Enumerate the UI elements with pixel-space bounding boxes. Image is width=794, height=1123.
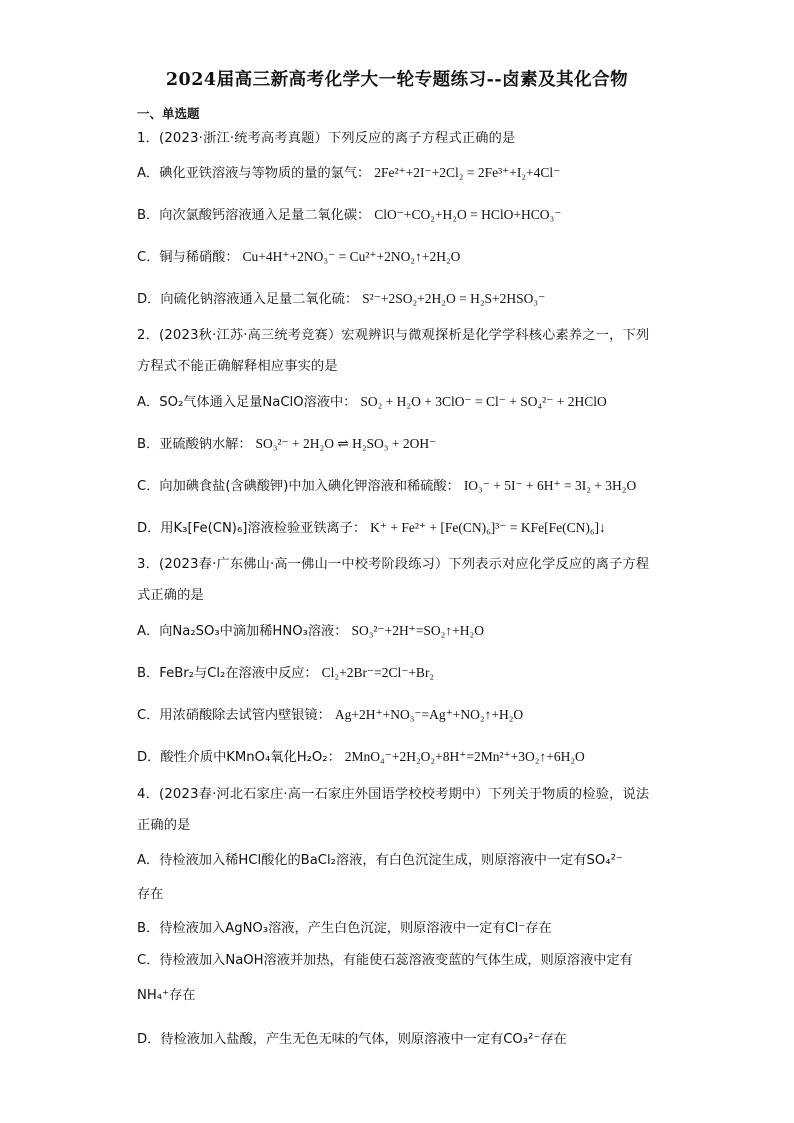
question-2-option-b	[137, 435, 436, 454]
option-label: A．向Na₂SO₃中滴加稀HNO₃溶液：	[137, 624, 348, 639]
question-2-option-a	[137, 393, 607, 412]
question-3-option-b	[137, 664, 434, 683]
question-3-option-c	[137, 706, 523, 725]
question-3-stem-line1: 3．(2023春·广东佛山·高一佛山一中校考阶段练习）下列表示对应化学反应的离子方程	[137, 557, 650, 572]
option-label: B．FeBr₂与Cl₂在溶液中反应：	[137, 666, 318, 681]
question-4-stem-line2: 正确的是	[137, 818, 191, 833]
option-formula: 2MnO₄⁻+2H₂O₂+8H⁺=2Mn²⁺+3O₂↑+6H₂O	[344, 749, 585, 764]
question-2-option-d	[137, 519, 606, 538]
option-label: C．铜与稀硝酸：	[137, 250, 239, 265]
page-title: 2024届高三新高考化学大一轮专题练习--卤素及其化合物	[165, 70, 629, 90]
question-4-option-d: D．待检液加入盐酸，产生无色无味的气体，则原溶液中一定有CO₃²⁻存在	[137, 1032, 567, 1047]
option-formula: ClO⁻+CO₂+H₂O = HClO+HCO₃⁻	[374, 207, 562, 222]
option-label: C．向加碘食盐(含碘酸钾)中加入碘化钾溶液和稀硫酸：	[137, 479, 460, 494]
option-formula: SO₂ + H₂O + 3ClO⁻ = Cl⁻ + SO₄²⁻ + 2HClO	[360, 394, 607, 409]
question-2-option-c	[137, 477, 636, 496]
option-label: D．酸性介质中KMnO₄氧化H₂O₂：	[137, 750, 341, 765]
question-1-option-d	[137, 290, 545, 309]
option-formula: SO₃²⁻+2H⁺=SO₂↑+H₂O	[351, 623, 484, 638]
option-formula: IO₃⁻ + 5I⁻ + 6H⁺ = 3I₂ + 3H₂O	[463, 478, 637, 493]
question-1-stem: 1．(2023·浙江·统考高考真题）下列反应的离子方程式正确的是	[137, 131, 516, 146]
option-formula: S²⁻+2SO₂+2H₂O = H₂S+2HSO₃⁻	[362, 291, 546, 306]
option-label: D．用K₃[Fe(CN)₆]溶液检验亚铁离子：	[137, 521, 367, 536]
question-4-option-a: A．待检液加入稀HCl酸化的BaCl₂溶液，有白色沉淀生成，则原溶液中一定有SO₄²⁻	[137, 853, 623, 868]
option-formula: Cu+4H⁺+2NO₃⁻ = Cu²⁺+2NO₂↑+2H₂O	[242, 249, 461, 264]
option-label: A．碘化亚铁溶液与等物质的量的氯气：	[137, 166, 371, 181]
question-4-option-c-cont: NH₄⁺存在	[137, 988, 196, 1003]
option-formula: 2Fe²⁺+2I⁻+2Cl₂ = 2Fe³⁺+I₂+4Cl⁻	[374, 165, 561, 180]
option-label: A．SO₂气体通入足量NaClO溶液中：	[137, 395, 357, 410]
option-label: D．向硫化钠溶液通入足量二氧化硫：	[137, 292, 359, 307]
question-4-option-b: B．待检液加入AgNO₃溶液，产生白色沉淀，则原溶液中一定有Cl⁻存在	[137, 921, 552, 936]
section-heading: 一、单选题	[137, 106, 200, 121]
question-1-option-a	[137, 164, 560, 183]
option-formula: Ag+2H⁺+NO₃⁻=Ag⁺+NO₂↑+H₂O	[334, 707, 524, 722]
option-label: B．亚硫酸钠水解：	[137, 437, 252, 452]
question-1-option-c	[137, 248, 460, 267]
option-label: B．向次氯酸钙溶液通入足量二氧化碳：	[137, 208, 371, 223]
question-4-option-c: C．待检液加入NaOH溶液并加热，有能使石蕊溶液变蓝的气体生成，则原溶液中定有	[137, 953, 633, 968]
question-3-option-a	[137, 622, 484, 641]
question-2-stem-line2: 方程式不能正确解释相应事实的是	[137, 359, 338, 374]
option-formula: Cl₂+2Br⁻=2Cl⁻+Br₂	[321, 665, 435, 680]
question-3-option-d	[137, 748, 585, 767]
question-4-option-a-cont: 存在	[137, 887, 164, 902]
question-2-stem-line1: 2．(2023秋·江苏·高三统考竞赛）宏观辨识与微观探析是化学学科核心素养之一，下列	[137, 328, 650, 343]
option-label: C．用浓硝酸除去试管内壁银镜：	[137, 708, 331, 723]
question-4-stem-line1: 4．(2023春·河北石家庄·高一石家庄外国语学校校考期中）下列关于物质的检验，说法	[137, 787, 650, 802]
question-1-option-b	[137, 206, 561, 225]
option-formula: K⁺ + Fe²⁺ + [Fe(CN)₆]³⁻ = KFe[Fe(CN)₆]↓	[370, 520, 606, 535]
question-3-stem-line2: 式正确的是	[137, 588, 204, 603]
option-formula: SO₃²⁻ + 2H₂O ⇌ H₂SO₃ + 2OH⁻	[255, 436, 437, 451]
